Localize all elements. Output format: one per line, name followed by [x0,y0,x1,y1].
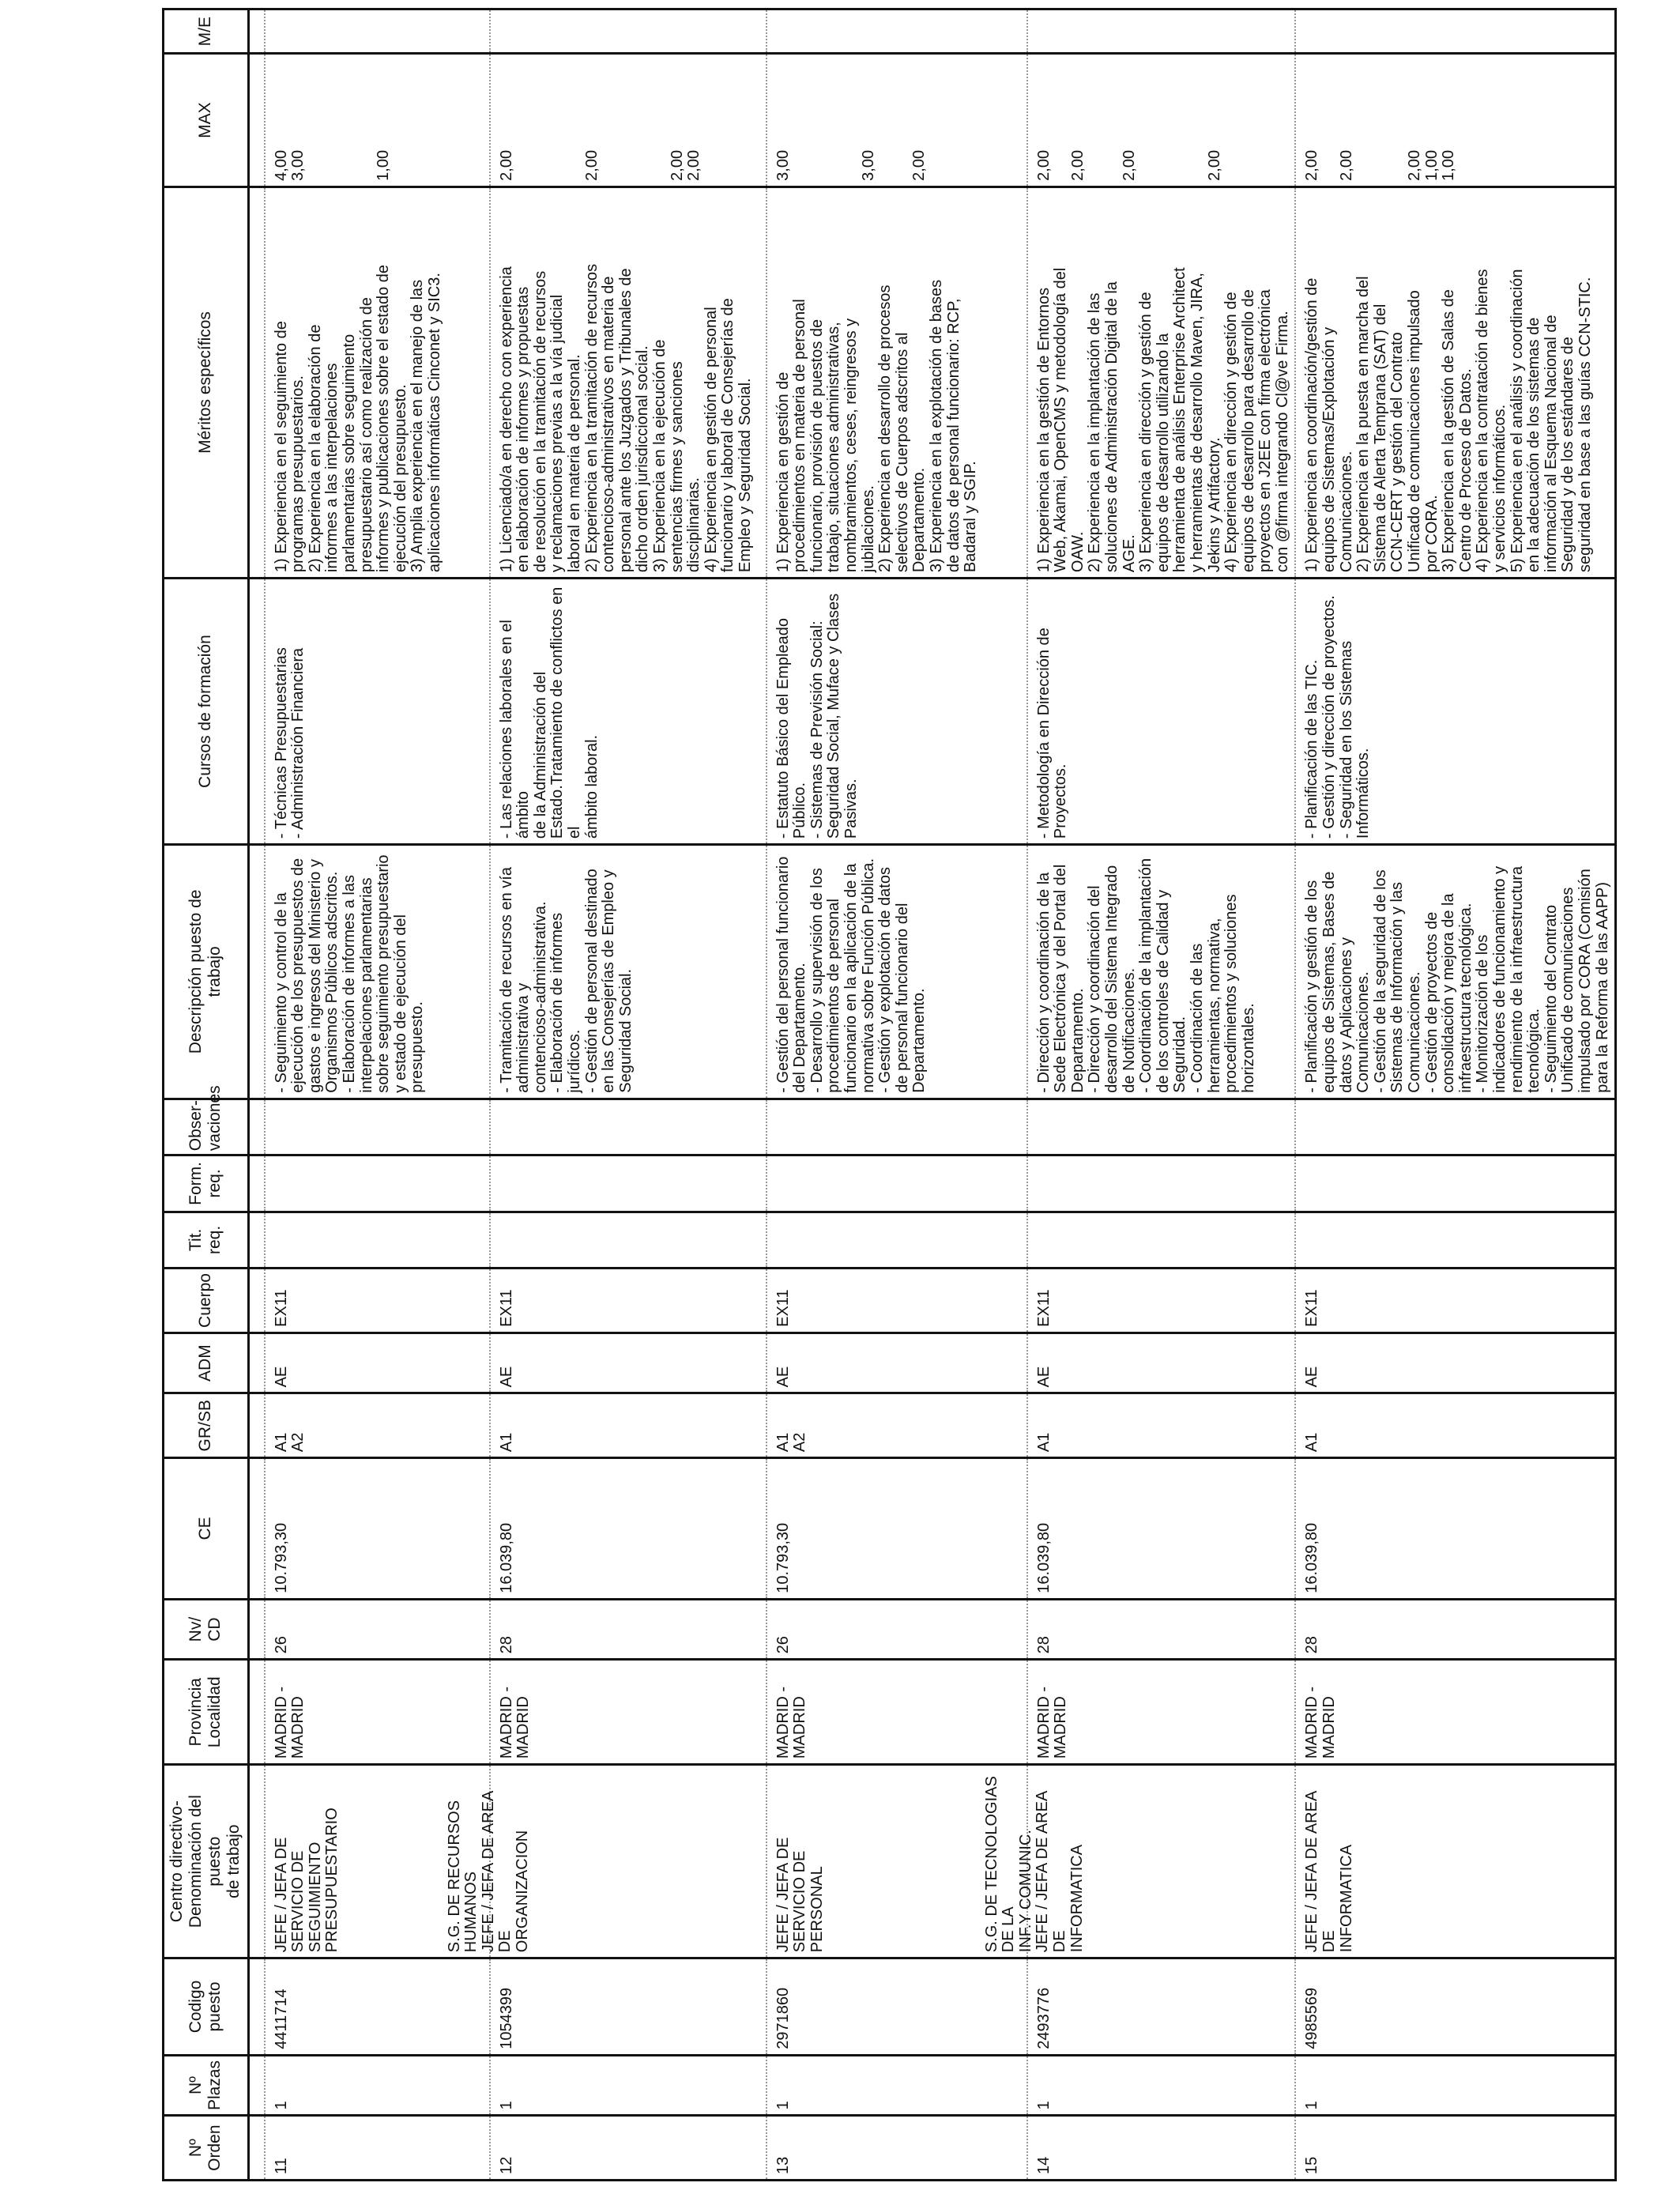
max-value: 1,00 [375,149,393,181]
max-value [792,58,809,180]
max-value [1373,58,1390,180]
puesto-denominacion: JEFE / JEFA DE SERVICIO DE PERSONAL [774,1837,826,1953]
cell-nivel: 28 [1027,1599,1296,1660]
header-row [164,9,249,2181]
cell-cursos: - Técnicas Presupuestarias - Administración Financiera [265,579,490,845]
cell-obs [767,1099,1027,1155]
header-provincia: Provincia Localidad [164,1660,249,1765]
cell-form [1295,1155,1615,1212]
header-descripcion: Descripción puesto de trabajo [164,845,249,1099]
max-value: 1,00 [1422,149,1441,181]
cell-adm: AE [490,1333,767,1393]
max-value [1389,58,1407,180]
header-orden: Nº Orden [164,2116,249,2181]
cell-plazas: 1 [265,2055,490,2116]
max-value [809,58,827,180]
cell-centro [982,1765,1296,1958]
header-form: Form. req. [164,1155,249,1212]
table-row [1027,9,1296,2181]
max-value [515,58,533,180]
header-cuerpo: Cuerpo [164,1269,249,1333]
puesto-denominacion: JEFE / JEFA DE AREA DE ORGANIZACION [479,1791,531,1953]
puesto-denominacion: JEFE / JEFA DE AREA DE INFORMATICA [1034,1791,1086,1953]
max-value [533,58,550,180]
cell-adm: AE [767,1333,1027,1393]
cell-grupo: A1 A2 [265,1393,490,1458]
cell-adm: AE [1027,1333,1296,1393]
cell-provincia: MADRID - MADRID [265,1660,490,1765]
cell-max [265,54,490,187]
max-value [1104,58,1121,180]
cell-cuerpo: EX11 [490,1269,767,1333]
cell-nivel: 26 [265,1599,490,1660]
cell-form [767,1155,1027,1212]
max-value [877,58,895,180]
cell-codigo: 4411714 [265,1958,490,2056]
cell-adm: AE [265,1333,490,1393]
cell-codigo: 2971860 [767,1958,1027,2056]
table-row [1295,9,1615,2181]
header-tit: Tit. req. [164,1212,249,1268]
cell-meritos: 1) Experiencia en el seguimiento de programas presupuestarios. 2) Experiencia en la elaboración de informes a las interpelaciones parlamentarias sobre seguimiento presupuestario así como realización de informes y publicaciones sobre el estado de ejecución del presupuesto. 3) Amplia experiencia en el manejo de las aplicaciones informáticas Cinconet y SIC3. [265,187,490,578]
cell-tit [1027,1212,1296,1268]
max-value [1053,58,1070,180]
cell-grupo: A1 [1027,1393,1296,1458]
cell-plazas: 1 [767,2055,1027,2116]
max-value [549,58,567,180]
cell-me [1027,9,1296,54]
cell-me [265,9,490,54]
header-codigo: Codigo puesto [164,1958,249,2056]
cell-nivel: 28 [1295,1599,1615,1660]
cell-codigo: 4985569 [1295,1958,1615,2056]
cell-obs [265,1099,490,1155]
cell-nivel: 28 [490,1599,767,1660]
max-value [1355,58,1373,180]
max-value: 2,00 [1034,149,1053,181]
cell-ce: 16.039,80 [1027,1458,1296,1600]
cell-nivel: 26 [767,1599,1027,1660]
header-ce: CE [164,1458,249,1600]
max-value: 3,00 [859,149,877,181]
subdireccion-heading: S.G. DE RECURSOS HUMANOS [445,1800,480,1953]
cell-ce: 16.039,80 [1295,1458,1615,1600]
cell-max [767,54,1027,187]
cell-descripcion: - Planificación y gestión de los equipos de Sistemas, Bases de datos y Aplicaciones y Comunicaciones. - Gestión de la seguridad de los Sistemas de Información y las Comunicaciones. - Gestión de proyectos de consolidación y mejora de la infraestructura tecnológica. - Monitorización de los indicadores de funcionamiento y rendimiento de la infraestructura tecnológica. - Seguimiento del Contrato Unificado de comunicaciones impulsado por CORA (Comisión para la Reforma de las AAPP) [1295,845,1615,1099]
cell-descripcion: - Gestión del personal funcionario del Departamento. - Desarrollo y supervisión de los procedimientos de personal funcionario en la aplicación de la normativa sobre Función Pública. - Gestión y explotación de datos de personal funcionario del Departamento. [767,845,1027,1099]
cell-form [490,1155,767,1212]
cell-descripcion: - Seguimiento y control de la ejecución de los presupuestos de gastos e ingresos del Ministerio y Organismos Públicos adscritos. - Elaboración de informes a las interpelaciones parlamentarias sobre seguimiento presupuestario y estado de ejecución del presupuesto. [265,845,490,1099]
cell-grupo: A1 [1295,1393,1615,1458]
cell-orden: 13 [767,2116,1027,2181]
cell-provincia: MADRID - MADRID [767,1660,1027,1765]
max-value [843,58,861,180]
cell-obs [1295,1099,1615,1155]
cell-tit [490,1212,767,1268]
spacer-row [248,9,265,2181]
cell-cuerpo: EX11 [1027,1269,1296,1333]
plazas-table [162,8,1617,2181]
header-centro: Centro directivo- Denominación del puesto de trabajo [164,1765,249,1958]
cell-provincia: MADRID - MADRID [490,1660,767,1765]
max-value: 2,00 [1120,149,1138,181]
max-value [635,58,652,180]
header-grupo: GR/SB [164,1393,249,1458]
cell-meritos: 1) Experiencia en la gestión de Entornos Web, Akamai, OpenCMS y metodología del OAW. 2) Experiencia en la implantación de las soluciones de Administración Digital de la AGE. 3) Experiencia en dirección y gestión de equipos de desarrollo utilizando la herramienta de análisis Enterprise Architect y herramientas de desarrollo Maven, JIRA, Jekins y Artifactory. 4) Experiencia en dirección y gestión de equipos de desarrollo para desarrollo de proyectos en J2EE con firma electrónica con @firma integrando Cl@ve Firma. [1027,187,1296,578]
cell-plazas: 1 [490,2055,767,2116]
max-value: 2,00 [582,149,601,181]
cell-tit [1295,1212,1615,1268]
puesto-denominacion: JEFE / JEFA DE AREA DE INFORMATICA [1303,1791,1355,1953]
cell-cursos: - Planificación de las TIC. - Gestión y dirección de proyectos. - Seguridad en los Sistemas Informáticos. [1295,579,1615,845]
cell-obs [490,1099,767,1155]
cell-centro [1295,1765,1615,1958]
cell-me [490,9,767,54]
cell-orden: 11 [265,2116,490,2181]
max-value [895,58,912,180]
cell-orden: 15 [1295,2116,1615,2181]
cell-cursos: - Las relaciones laborales en el ámbito de la Administración del Estado.Tratamiento de conflictos en el ámbito laboral. [490,579,767,845]
cell-cursos: - Metodología en Dirección de Proyectos. [1027,579,1296,845]
cell-obs [1027,1099,1296,1155]
cell-codigo: 1054399 [490,1958,767,2056]
cell-ce: 16.039,80 [490,1458,767,1600]
subdireccion-heading: S.G. DE TECNOLOGIAS DE LA INF.Y COMUNIC. [982,1776,1034,1953]
max-value: 2,00 [910,149,929,181]
cell-descripcion: - Tramitación de recursos en vía administrativa y contencioso-administrativa. - Elaboración de informes jurídicos. - Gestión de personal destinado en las Consejerías de Empleo y Seguridad Social. [490,845,767,1099]
max-value [307,58,325,180]
cell-cuerpo: EX11 [767,1269,1027,1333]
cell-orden: 14 [1027,2116,1296,2181]
header-cursos: Cursos de formación [164,579,249,845]
cell-me [767,9,1027,54]
max-value: 1,00 [1440,149,1458,181]
cell-form [1027,1155,1296,1212]
cell-cuerpo: EX11 [265,1269,490,1333]
max-value [1155,58,1173,180]
cell-plazas: 1 [1295,2055,1615,2116]
cell-plazas: 1 [1027,2055,1296,2116]
max-value: 3,00 [774,149,792,181]
cell-form [265,1155,490,1212]
table-row [490,9,767,2181]
max-value [826,58,843,180]
cell-centro [445,1765,767,1958]
cell-cursos: - Estatuto Básico del Empleado Público. - Sistemas de Previsión Social: Seguridad Social, Muface y Clases Pasivas. [767,579,1027,845]
max-value [567,58,584,180]
max-value: 2,00 [1205,149,1223,181]
max-value: 2,00 [1406,149,1424,181]
max-value: 2,00 [668,149,686,181]
cell-meritos: 1) Experiencia en gestión de procedimientos en materia de personal funcionario, provisión de puestos de trabajo, situaciones administrativas, nombramientos, ceses, reingresos y jubilaciones. 2) Experiencia en desarrollo de procesos selectivos de Cuerpos adscritos al Departamento. 3) Experiencia en la explotación de bases de datos de personal funcionario: RCP, Badaral y SGIP. [767,187,1027,578]
max-value: 2,00 [1337,149,1355,181]
max-value: 2,00 [497,149,515,181]
cell-provincia: MADRID - MADRID [1027,1660,1296,1765]
max-value [341,58,359,180]
cell-adm: AE [1295,1333,1615,1393]
max-value [1172,58,1189,180]
max-value: 2,00 [1303,149,1321,181]
puesto-denominacion: JEFE / JEFA DE SERVICIO DE SEGUIMIENTO PRESUPUESTARIO [272,1808,341,1953]
cell-tit [767,1212,1027,1268]
cell-descripcion: - Dirección y coordinación de la Sede Electrónica y del Portal del Departamento. - Dirección y coordinación del desarrollo del Sistema Integrado de Notificaciones. - Coordinación de la implantación de los controles de Calidad y Seguridad. - Coordinación de las herramientas, normativa, procedimientos y soluciones horizontales. [1027,845,1296,1099]
header-nivel: Nv/ CD [164,1599,249,1660]
cell-tit [265,1212,490,1268]
max-value [1321,58,1339,180]
max-value [1138,58,1155,180]
max-value [324,58,341,180]
cell-me [1295,9,1615,54]
cell-max [1295,54,1615,187]
max-value [1087,58,1104,180]
cell-ce: 10.793,30 [767,1458,1027,1600]
cell-cuerpo: EX11 [1295,1269,1615,1333]
max-value: 4,00 [272,149,290,181]
cell-meritos: 1) Licenciado/a en derecho con experiencia en elaboración de informes y propuestas de resolución en la tramitación de recursos y reclamaciones previas a la vía judicial laboral en materia de personal. 2) Experiencia en la tramitación de recursos contencioso-administrativos en materia de personal ante los Juzgados y Tribunales de dicho orden jurisdiccional social. 3) Experiencia en la ejecución de sentencias firmes y sanciones disciplinarias. 4) Experiencia en gestión de personal funcionario y laboral de Consejerías de Empleo y Seguridad Social. [490,187,767,578]
cell-ce: 10.793,30 [265,1458,490,1600]
cell-grupo: A1 [490,1393,767,1458]
cell-max [490,54,767,187]
header-plazas: Nº Plazas [164,2055,249,2116]
max-value: 2,00 [685,149,703,181]
cell-provincia: MADRID - MADRID [1295,1660,1615,1765]
cell-meritos: 1) Experiencia en coordinación/gestión de equipos de Sistemas/Explotación y Comunicaciones. 2) Experiencia en la puesta en marcha del Sistema de Alerta Temprana (SAT) del CCN-CERT y gestión del Contrato Unificado de comunicaciones impulsado por CORA. 3) Experiencia en la gestión de Salas de Centro de Proceso de Datos. 4) Experiencia en la contratación de bienes y servicios informáticos. 5) Experiencia en el análisis y coordinación en la adecuación de los sistemas de información al Esquema Nacional de Seguridad y de los estándares de seguridad en base a las guías CCN-STIC. [1295,187,1615,578]
cell-orden: 12 [490,2116,767,2181]
max-value: 3,00 [289,149,307,181]
header-obs: Obser- vaciones [164,1099,249,1155]
rotated-table-container [162,8,1611,2181]
max-value: 2,00 [1068,149,1087,181]
max-value [618,58,635,180]
header-adm: ADM [164,1333,249,1393]
header-meritos: Méritos específicos [164,187,249,578]
max-value [1189,58,1207,180]
header-me: M/E [164,9,249,54]
cell-grupo: A1 A2 [767,1393,1027,1458]
header-max: MAX [164,54,249,187]
cell-max [1027,54,1296,187]
max-value [359,58,376,180]
max-value [652,58,669,180]
cell-codigo: 2493776 [1027,1958,1296,2056]
max-value [601,58,618,180]
